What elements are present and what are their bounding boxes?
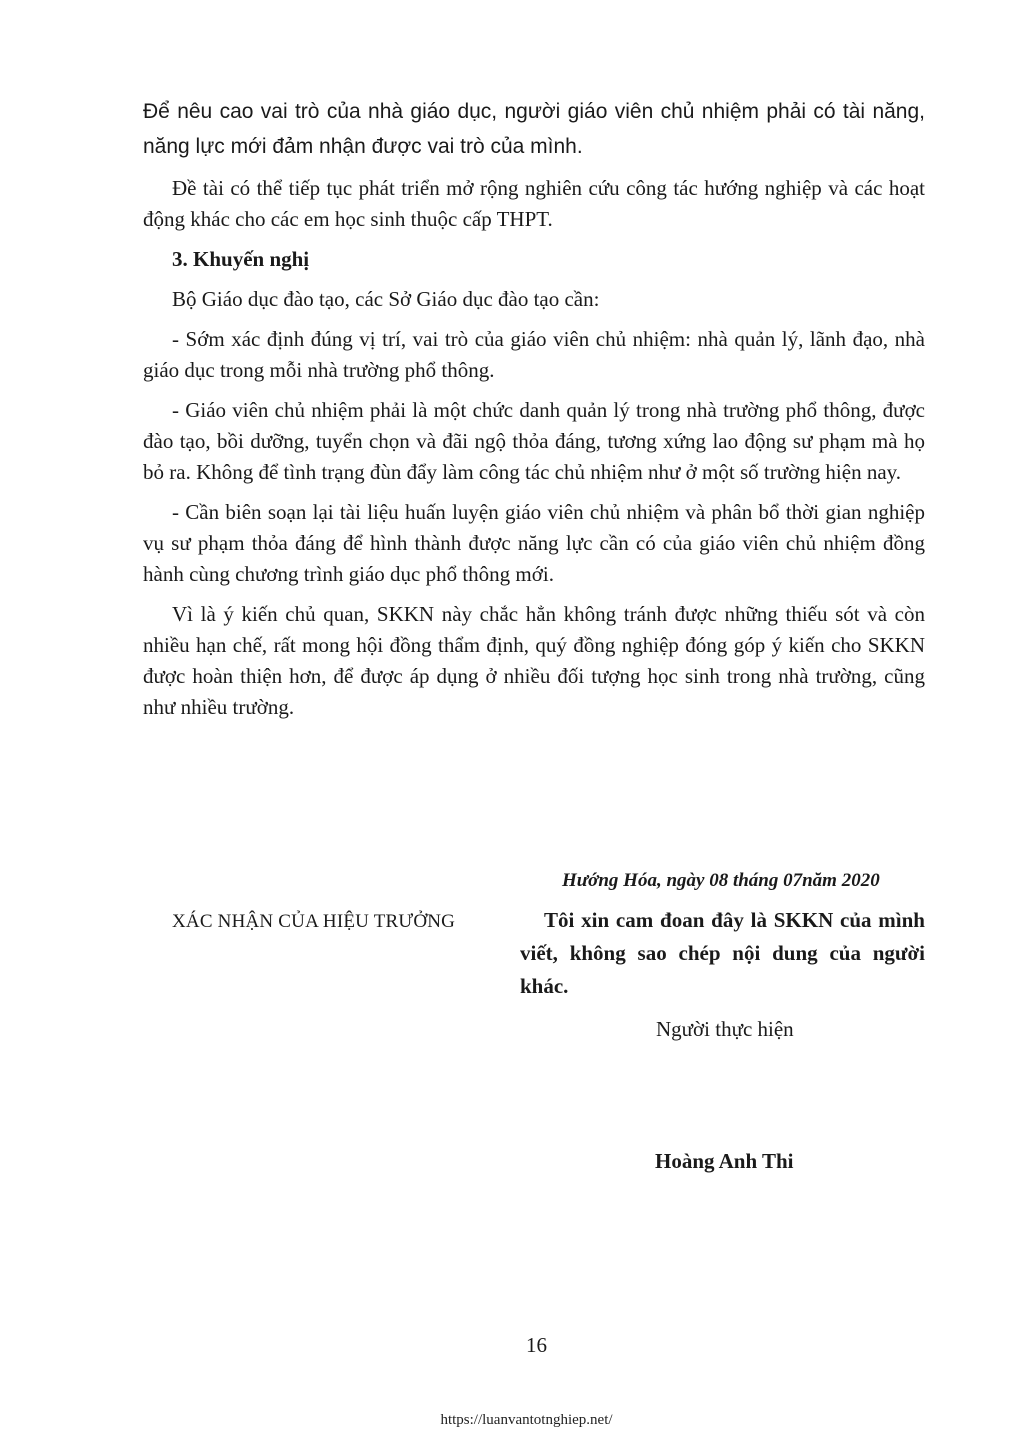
principal-confirmation-label: XÁC NHẬN CỦA HIỆU TRƯỞNG xyxy=(172,911,456,932)
paragraph-intro: Để nêu cao vai trò của nhà giáo dục, người giáo viên chủ nhiệm phải có tài năng, năng lực mới đảm nhận được vai trò của mình. xyxy=(143,100,925,158)
place-date: Hướng Hóa, ngày 08 tháng 07năm 2020 xyxy=(562,870,880,891)
recommendation-item-1: - Sớm xác định đúng vị trí, vai trò của giáo viên chủ nhiệm: nhà quản lý, lãnh đạo, nhà giáo dục trong mỗi nhà trường phổ thông. xyxy=(143,327,925,382)
page-number: 16 xyxy=(526,1333,547,1357)
recommendation-item-2: - Giáo viên chủ nhiệm phải là một chức danh quản lý trong nhà trường phổ thông, được đào tạo, bồi dưỡng, tuyển chọn và đãi ngộ thỏa đáng, tương xứng lao động sư phạm mà họ bỏ ra. Không để tình trạng đùn đẩy làm công tác chủ nhiệm như ở một số trường hiện nay. xyxy=(143,398,925,484)
section-heading-recommendations: 3. Khuyến nghị xyxy=(172,247,310,271)
body-text xyxy=(143,94,925,723)
recommendation-item-3: - Cần biên soạn lại tài liệu huấn luyện giáo viên chủ nhiệm và phân bổ thời gian nghiệp vụ sư phạm thỏa đáng để hình thành được năng lực cần có của giáo viên chủ nhiệm đồng hành cùng chương trình giáo dục phổ thông mới. xyxy=(143,500,925,586)
paragraph-ministry: Bộ Giáo dục đào tạo, các Sở Giáo dục đào tạo cần: xyxy=(172,287,600,311)
performer-label: Người thực hiện xyxy=(656,1017,794,1041)
paragraph-development: Đề tài có thể tiếp tục phát triển mở rộng nghiên cứu công tác hướng nghiệp và các hoạt động khác cho các em học sinh thuộc cấp THPT. xyxy=(143,176,925,231)
author-pledge: Tôi xin cam đoan đây là SKKN của mình viết, không sao chép nội dung của người khác. xyxy=(520,908,925,998)
paragraph-closing: Vì là ý kiến chủ quan, SKKN này chắc hẳn không tránh được những thiếu sót và còn nhiều hạn chế, rất mong hội đồng thẩm định, quý đồng nghiệp đóng góp ý kiến cho SKKN được hoàn thiện hơn, để được áp dụng ở nhiều đối tượng học sinh trong nhà trường, cũng như nhiều trường. xyxy=(143,602,925,719)
footer-url: https://luanvantotnghiep.net/ xyxy=(440,1412,613,1428)
author-name: Hoàng Anh Thi xyxy=(655,1149,794,1173)
